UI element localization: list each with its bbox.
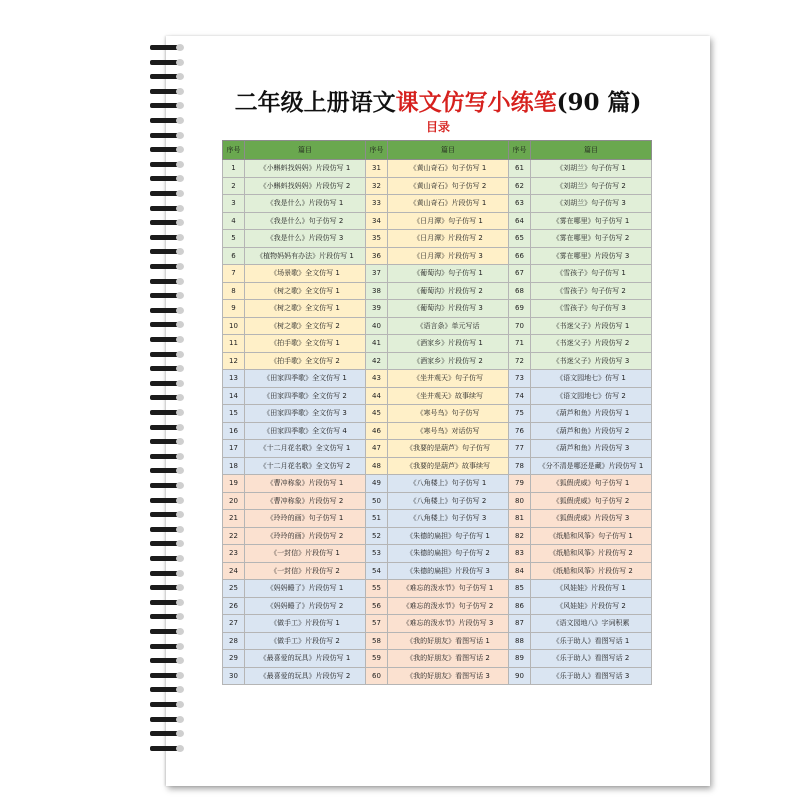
table-row xyxy=(223,177,652,195)
entry-title: 《八角楼上》句子仿写 1 xyxy=(388,475,509,493)
entry-number: 40 xyxy=(366,317,388,335)
entry-number: 55 xyxy=(366,580,388,598)
toc-header-row xyxy=(223,141,652,160)
table-row xyxy=(223,580,652,598)
spiral-ring xyxy=(150,292,186,299)
entry-title: 《八角楼上》句子仿写 3 xyxy=(388,510,509,528)
spiral-ring xyxy=(150,570,186,577)
spiral-ring xyxy=(150,365,186,372)
entry-title: 《日月潭》片段仿写 3 xyxy=(388,247,509,265)
entry-title: 《刘胡兰》句子仿写 2 xyxy=(531,177,652,195)
entry-number: 3 xyxy=(223,195,245,213)
entry-title: 《做手工》片段仿写 1 xyxy=(245,615,366,633)
spiral-ring xyxy=(150,555,186,562)
spiral-ring xyxy=(150,88,186,95)
entry-title: 《坐井观天》句子仿写 xyxy=(388,370,509,388)
table-row xyxy=(223,405,652,423)
entry-title: 《我要的是葫芦》句子仿写 xyxy=(388,440,509,458)
entry-title: 《最喜爱的玩具》片段仿写 2 xyxy=(245,667,366,685)
entry-number: 10 xyxy=(223,317,245,335)
entry-title: 《植物妈妈有办法》片段仿写 1 xyxy=(245,247,366,265)
entry-number: 2 xyxy=(223,177,245,195)
spiral-ring xyxy=(150,263,186,270)
spiral-ring xyxy=(150,336,186,343)
entry-number: 41 xyxy=(366,335,388,353)
spiral-ring xyxy=(150,205,186,212)
table-row xyxy=(223,247,652,265)
spiral-ring xyxy=(150,102,186,109)
entry-title: 《分不清是哪还是藏》片段仿写 1 xyxy=(531,457,652,475)
entry-title: 《我要的是葫芦》故事续写 xyxy=(388,457,509,475)
spiral-ring xyxy=(150,146,186,153)
entry-number: 54 xyxy=(366,562,388,580)
table-row xyxy=(223,475,652,493)
entry-number: 33 xyxy=(366,195,388,213)
entry-number: 13 xyxy=(223,370,245,388)
table-row xyxy=(223,440,652,458)
table-row xyxy=(223,597,652,615)
entry-title: 《田家四季歌》全文仿写 2 xyxy=(245,387,366,405)
entry-number: 87 xyxy=(509,615,531,633)
entry-number: 39 xyxy=(366,300,388,318)
spiral-ring xyxy=(150,584,186,591)
entry-number: 83 xyxy=(509,545,531,563)
entry-title: 《乐于助人》看图写话 3 xyxy=(531,667,652,685)
entry-number: 27 xyxy=(223,615,245,633)
entry-number: 25 xyxy=(223,580,245,598)
table-row xyxy=(223,265,652,283)
entry-title: 《纸船和风筝》片段仿写 2 xyxy=(531,562,652,580)
entry-number: 62 xyxy=(509,177,531,195)
entry-number: 70 xyxy=(509,317,531,335)
entry-title: 《我的好朋友》看图写话 2 xyxy=(388,650,509,668)
entry-title: 《黄山奇石》句子仿写 2 xyxy=(388,177,509,195)
entry-number: 16 xyxy=(223,422,245,440)
entry-number: 50 xyxy=(366,492,388,510)
entry-number: 42 xyxy=(366,352,388,370)
entry-title: 《葡萄沟》片段仿写 3 xyxy=(388,300,509,318)
header-name: 篇目 xyxy=(245,141,366,160)
entry-number: 71 xyxy=(509,335,531,353)
title-suffix: (90 篇) xyxy=(556,89,642,116)
entry-number: 53 xyxy=(366,545,388,563)
entry-number: 38 xyxy=(366,282,388,300)
entry-title: 《雾在哪里》句子仿写 1 xyxy=(531,212,652,230)
spiral-ring xyxy=(150,175,186,182)
entry-title: 《曹冲称象》片段仿写 2 xyxy=(245,492,366,510)
table-row xyxy=(223,422,652,440)
entry-number: 76 xyxy=(509,422,531,440)
entry-title: 《书迷父子》片段仿写 3 xyxy=(531,352,652,370)
entry-title: 《朱德的扁担》片段仿写 3 xyxy=(388,562,509,580)
entry-number: 84 xyxy=(509,562,531,580)
entry-title: 《朱德的扁担》句子仿写 1 xyxy=(388,527,509,545)
entry-title: 《雾在哪里》片段仿写 3 xyxy=(531,247,652,265)
entry-title: 《我是什么》句子仿写 2 xyxy=(245,212,366,230)
entry-number: 72 xyxy=(509,352,531,370)
entry-number: 32 xyxy=(366,177,388,195)
spiral-ring xyxy=(150,453,186,460)
entry-title: 《曹冲称象》片段仿写 1 xyxy=(245,475,366,493)
table-row xyxy=(223,632,652,650)
table-row xyxy=(223,317,652,335)
entry-number: 89 xyxy=(509,650,531,668)
table-row xyxy=(223,160,652,178)
entry-title: 《语文园地七》仿写 2 xyxy=(531,387,652,405)
entry-title: 《难忘的泼水节》句子仿写 2 xyxy=(388,597,509,615)
entry-title: 《葫芦和鱼》片段仿写 3 xyxy=(531,440,652,458)
spiral-ring xyxy=(150,394,186,401)
entry-number: 56 xyxy=(366,597,388,615)
entry-title: 《葫芦和鱼》片段仿写 2 xyxy=(531,422,652,440)
entry-number: 15 xyxy=(223,405,245,423)
entry-number: 82 xyxy=(509,527,531,545)
entry-number: 44 xyxy=(366,387,388,405)
entry-number: 35 xyxy=(366,230,388,248)
entry-title: 《葫芦和鱼》片段仿写 1 xyxy=(531,405,652,423)
entry-number: 73 xyxy=(509,370,531,388)
entry-number: 1 xyxy=(223,160,245,178)
entry-title: 《朱德的扁担》句子仿写 2 xyxy=(388,545,509,563)
entry-title: 《妈妈睡了》片段仿写 2 xyxy=(245,597,366,615)
entry-title: 《小蝌蚪找妈妈》片段仿写 1 xyxy=(245,160,366,178)
entry-title: 《葡萄沟》片段仿写 2 xyxy=(388,282,509,300)
table-row xyxy=(223,195,652,213)
entry-number: 52 xyxy=(366,527,388,545)
entry-title: 《田家四季歌》全文仿写 4 xyxy=(245,422,366,440)
entry-number: 14 xyxy=(223,387,245,405)
spiral-ring xyxy=(150,278,186,285)
header-num: 序号 xyxy=(366,141,388,160)
spiral-ring xyxy=(150,161,186,168)
entry-number: 11 xyxy=(223,335,245,353)
entry-title: 《酒家乡》片段仿写 2 xyxy=(388,352,509,370)
entry-title: 《语文园地七》仿写 1 xyxy=(531,370,652,388)
entry-title: 《玲玲的画》句子仿写 1 xyxy=(245,510,366,528)
header-num: 序号 xyxy=(509,141,531,160)
spiral-ring xyxy=(150,745,186,752)
spiral-binding xyxy=(150,44,190,764)
entry-title: 《拍手歌》全文仿写 2 xyxy=(245,352,366,370)
entry-number: 80 xyxy=(509,492,531,510)
header-name: 篇目 xyxy=(388,141,509,160)
spiral-ring xyxy=(150,59,186,66)
entry-number: 34 xyxy=(366,212,388,230)
entry-title: 《小蝌蚪找妈妈》片段仿写 2 xyxy=(245,177,366,195)
spiral-ring xyxy=(150,526,186,533)
table-row xyxy=(223,492,652,510)
entry-number: 63 xyxy=(509,195,531,213)
entry-number: 7 xyxy=(223,265,245,283)
entry-title: 《风娃娃》片段仿写 1 xyxy=(531,580,652,598)
entry-title: 《日月潭》片段仿写 2 xyxy=(388,230,509,248)
table-row xyxy=(223,387,652,405)
spiral-ring xyxy=(150,190,186,197)
entry-number: 5 xyxy=(223,230,245,248)
entry-title: 《我的好朋友》看图写话 3 xyxy=(388,667,509,685)
entry-number: 49 xyxy=(366,475,388,493)
table-row xyxy=(223,370,652,388)
entry-title: 《纸船和风筝》片段仿写 2 xyxy=(531,545,652,563)
entry-number: 81 xyxy=(509,510,531,528)
spiral-ring xyxy=(150,307,186,314)
entry-number: 22 xyxy=(223,527,245,545)
table-row xyxy=(223,650,652,668)
spiral-ring xyxy=(150,234,186,241)
entry-number: 90 xyxy=(509,667,531,685)
entry-title: 《寒号鸟》句子仿写 xyxy=(388,405,509,423)
entry-title: 《田家四季歌》全文仿写 3 xyxy=(245,405,366,423)
entry-number: 17 xyxy=(223,440,245,458)
entry-number: 12 xyxy=(223,352,245,370)
entry-title: 《雪孩子》句子仿写 2 xyxy=(531,282,652,300)
entry-title: 《妈妈睡了》片段仿写 1 xyxy=(245,580,366,598)
notebook-page xyxy=(166,36,710,786)
entry-title: 《刘胡兰》句子仿写 1 xyxy=(531,160,652,178)
spiral-ring xyxy=(150,424,186,431)
entry-number: 88 xyxy=(509,632,531,650)
entry-number: 19 xyxy=(223,475,245,493)
entry-title: 《我的好朋友》看图写话 1 xyxy=(388,632,509,650)
entry-number: 43 xyxy=(366,370,388,388)
entry-number: 66 xyxy=(509,247,531,265)
spiral-ring xyxy=(150,467,186,474)
spiral-ring xyxy=(150,701,186,708)
entry-number: 23 xyxy=(223,545,245,563)
spiral-ring xyxy=(150,351,186,358)
spiral-ring xyxy=(150,380,186,387)
spiral-ring xyxy=(150,438,186,445)
entry-number: 77 xyxy=(509,440,531,458)
title-black: 二年级上册语文 xyxy=(234,89,396,116)
entry-title: 《场景歌》全文仿写 1 xyxy=(245,265,366,283)
spiral-ring xyxy=(150,599,186,606)
toc-table xyxy=(222,140,652,685)
table-row xyxy=(223,212,652,230)
entry-title: 《书迷父子》片段仿写 1 xyxy=(531,317,652,335)
entry-number: 29 xyxy=(223,650,245,668)
entry-title: 《树之歌》全文仿写 2 xyxy=(245,317,366,335)
entry-title: 《我是什么》片段仿写 3 xyxy=(245,230,366,248)
entry-title: 《做手工》片段仿写 2 xyxy=(245,632,366,650)
entry-title: 《黄山奇石》句子仿写 1 xyxy=(388,160,509,178)
entry-title: 《我是什么》片段仿写 1 xyxy=(245,195,366,213)
entry-number: 51 xyxy=(366,510,388,528)
table-row xyxy=(223,527,652,545)
page-title xyxy=(166,84,710,117)
entry-number: 58 xyxy=(366,632,388,650)
entry-title: 《拍手歌》全文仿写 1 xyxy=(245,335,366,353)
entry-title: 《一封信》片段仿写 1 xyxy=(245,545,366,563)
header-num: 序号 xyxy=(223,141,245,160)
entry-title: 《狐假虎威》句子仿写 1 xyxy=(531,475,652,493)
table-row xyxy=(223,352,652,370)
entry-title: 《十二月花名歌》全文仿写 1 xyxy=(245,440,366,458)
entry-number: 26 xyxy=(223,597,245,615)
entry-title: 《雪孩子》句子仿写 1 xyxy=(531,265,652,283)
spiral-ring xyxy=(150,540,186,547)
entry-title: 《最喜爱的玩具》片段仿写 1 xyxy=(245,650,366,668)
spiral-ring xyxy=(150,321,186,328)
entry-title: 《乐于助人》看图写话 2 xyxy=(531,650,652,668)
entry-title: 《十二月花名歌》全文仿写 2 xyxy=(245,457,366,475)
table-row xyxy=(223,510,652,528)
spiral-ring xyxy=(150,730,186,737)
entry-number: 86 xyxy=(509,597,531,615)
spiral-ring xyxy=(150,117,186,124)
spiral-ring xyxy=(150,497,186,504)
entry-title: 《语言条》单元写话 xyxy=(388,317,509,335)
entry-title: 《八角楼上》句子仿写 2 xyxy=(388,492,509,510)
entry-title: 《纸船和风筝》句子仿写 1 xyxy=(531,527,652,545)
table-row xyxy=(223,615,652,633)
entry-number: 59 xyxy=(366,650,388,668)
entry-title: 《黄山奇石》片段仿写 1 xyxy=(388,195,509,213)
table-row xyxy=(223,457,652,475)
entry-title: 《玲玲的画》片段仿写 2 xyxy=(245,527,366,545)
spiral-ring xyxy=(150,511,186,518)
spiral-ring xyxy=(150,686,186,693)
entry-title: 《语文园地八》字词积累 xyxy=(531,615,652,633)
entry-number: 67 xyxy=(509,265,531,283)
entry-number: 31 xyxy=(366,160,388,178)
table-row xyxy=(223,562,652,580)
entry-title: 《葡萄沟》句子仿写 1 xyxy=(388,265,509,283)
entry-title: 《雪孩子》句子仿写 3 xyxy=(531,300,652,318)
entry-number: 78 xyxy=(509,457,531,475)
entry-number: 65 xyxy=(509,230,531,248)
spiral-ring xyxy=(150,672,186,679)
entry-number: 79 xyxy=(509,475,531,493)
entry-number: 61 xyxy=(509,160,531,178)
table-row xyxy=(223,335,652,353)
spiral-ring xyxy=(150,73,186,80)
entry-title: 《树之歌》全文仿写 1 xyxy=(245,282,366,300)
entry-title: 《书迷父子》片段仿写 2 xyxy=(531,335,652,353)
entry-number: 45 xyxy=(366,405,388,423)
spiral-ring xyxy=(150,613,186,620)
entry-number: 9 xyxy=(223,300,245,318)
entry-title: 《雾在哪里》句子仿写 2 xyxy=(531,230,652,248)
entry-number: 47 xyxy=(366,440,388,458)
entry-number: 6 xyxy=(223,247,245,265)
entry-title: 《难忘的泼水节》句子仿写 1 xyxy=(388,580,509,598)
page-subtitle: 目录 xyxy=(425,120,450,134)
entry-title: 《田家四季歌》全文仿写 1 xyxy=(245,370,366,388)
entry-title: 《狐假虎威》片段仿写 3 xyxy=(531,510,652,528)
entry-title: 《日月潭》句子仿写 1 xyxy=(388,212,509,230)
entry-title: 《刘胡兰》句子仿写 3 xyxy=(531,195,652,213)
entry-number: 57 xyxy=(366,615,388,633)
entry-number: 69 xyxy=(509,300,531,318)
entry-title: 《一封信》片段仿写 2 xyxy=(245,562,366,580)
entry-number: 64 xyxy=(509,212,531,230)
table-row xyxy=(223,300,652,318)
entry-number: 37 xyxy=(366,265,388,283)
entry-number: 21 xyxy=(223,510,245,528)
entry-number: 8 xyxy=(223,282,245,300)
entry-number: 75 xyxy=(509,405,531,423)
spiral-ring xyxy=(150,248,186,255)
entry-number: 60 xyxy=(366,667,388,685)
entry-title: 《坐井观天》故事续写 xyxy=(388,387,509,405)
entry-title: 《乐于助人》看图写话 1 xyxy=(531,632,652,650)
entry-number: 4 xyxy=(223,212,245,230)
spiral-ring xyxy=(150,219,186,226)
entry-title: 《寒号鸟》对话仿写 xyxy=(388,422,509,440)
entry-number: 46 xyxy=(366,422,388,440)
spiral-ring xyxy=(150,482,186,489)
table-row xyxy=(223,282,652,300)
table-row xyxy=(223,545,652,563)
table-row xyxy=(223,230,652,248)
spiral-ring xyxy=(150,44,186,51)
spiral-ring xyxy=(150,657,186,664)
entry-title: 《狐假虎威》句子仿写 2 xyxy=(531,492,652,510)
title-red: 课文仿写小练笔 xyxy=(395,89,557,116)
entry-number: 36 xyxy=(366,247,388,265)
table-row xyxy=(223,667,652,685)
entry-title: 《难忘的泼水节》片段仿写 3 xyxy=(388,615,509,633)
entry-number: 74 xyxy=(509,387,531,405)
entry-number: 48 xyxy=(366,457,388,475)
entry-title: 《风娃娃》片段仿写 2 xyxy=(531,597,652,615)
spiral-ring xyxy=(150,643,186,650)
spiral-ring xyxy=(150,716,186,723)
spiral-ring xyxy=(150,132,186,139)
entry-number: 85 xyxy=(509,580,531,598)
entry-number: 24 xyxy=(223,562,245,580)
entry-title: 《树之歌》全文仿写 1 xyxy=(245,300,366,318)
entry-number: 28 xyxy=(223,632,245,650)
entry-title: 《酒家乡》片段仿写 1 xyxy=(388,335,509,353)
spiral-ring xyxy=(150,628,186,635)
entry-number: 30 xyxy=(223,667,245,685)
header-name: 篇目 xyxy=(531,141,652,160)
spiral-ring xyxy=(150,409,186,416)
entry-number: 18 xyxy=(223,457,245,475)
entry-number: 68 xyxy=(509,282,531,300)
toc-body xyxy=(223,160,652,685)
entry-number: 20 xyxy=(223,492,245,510)
